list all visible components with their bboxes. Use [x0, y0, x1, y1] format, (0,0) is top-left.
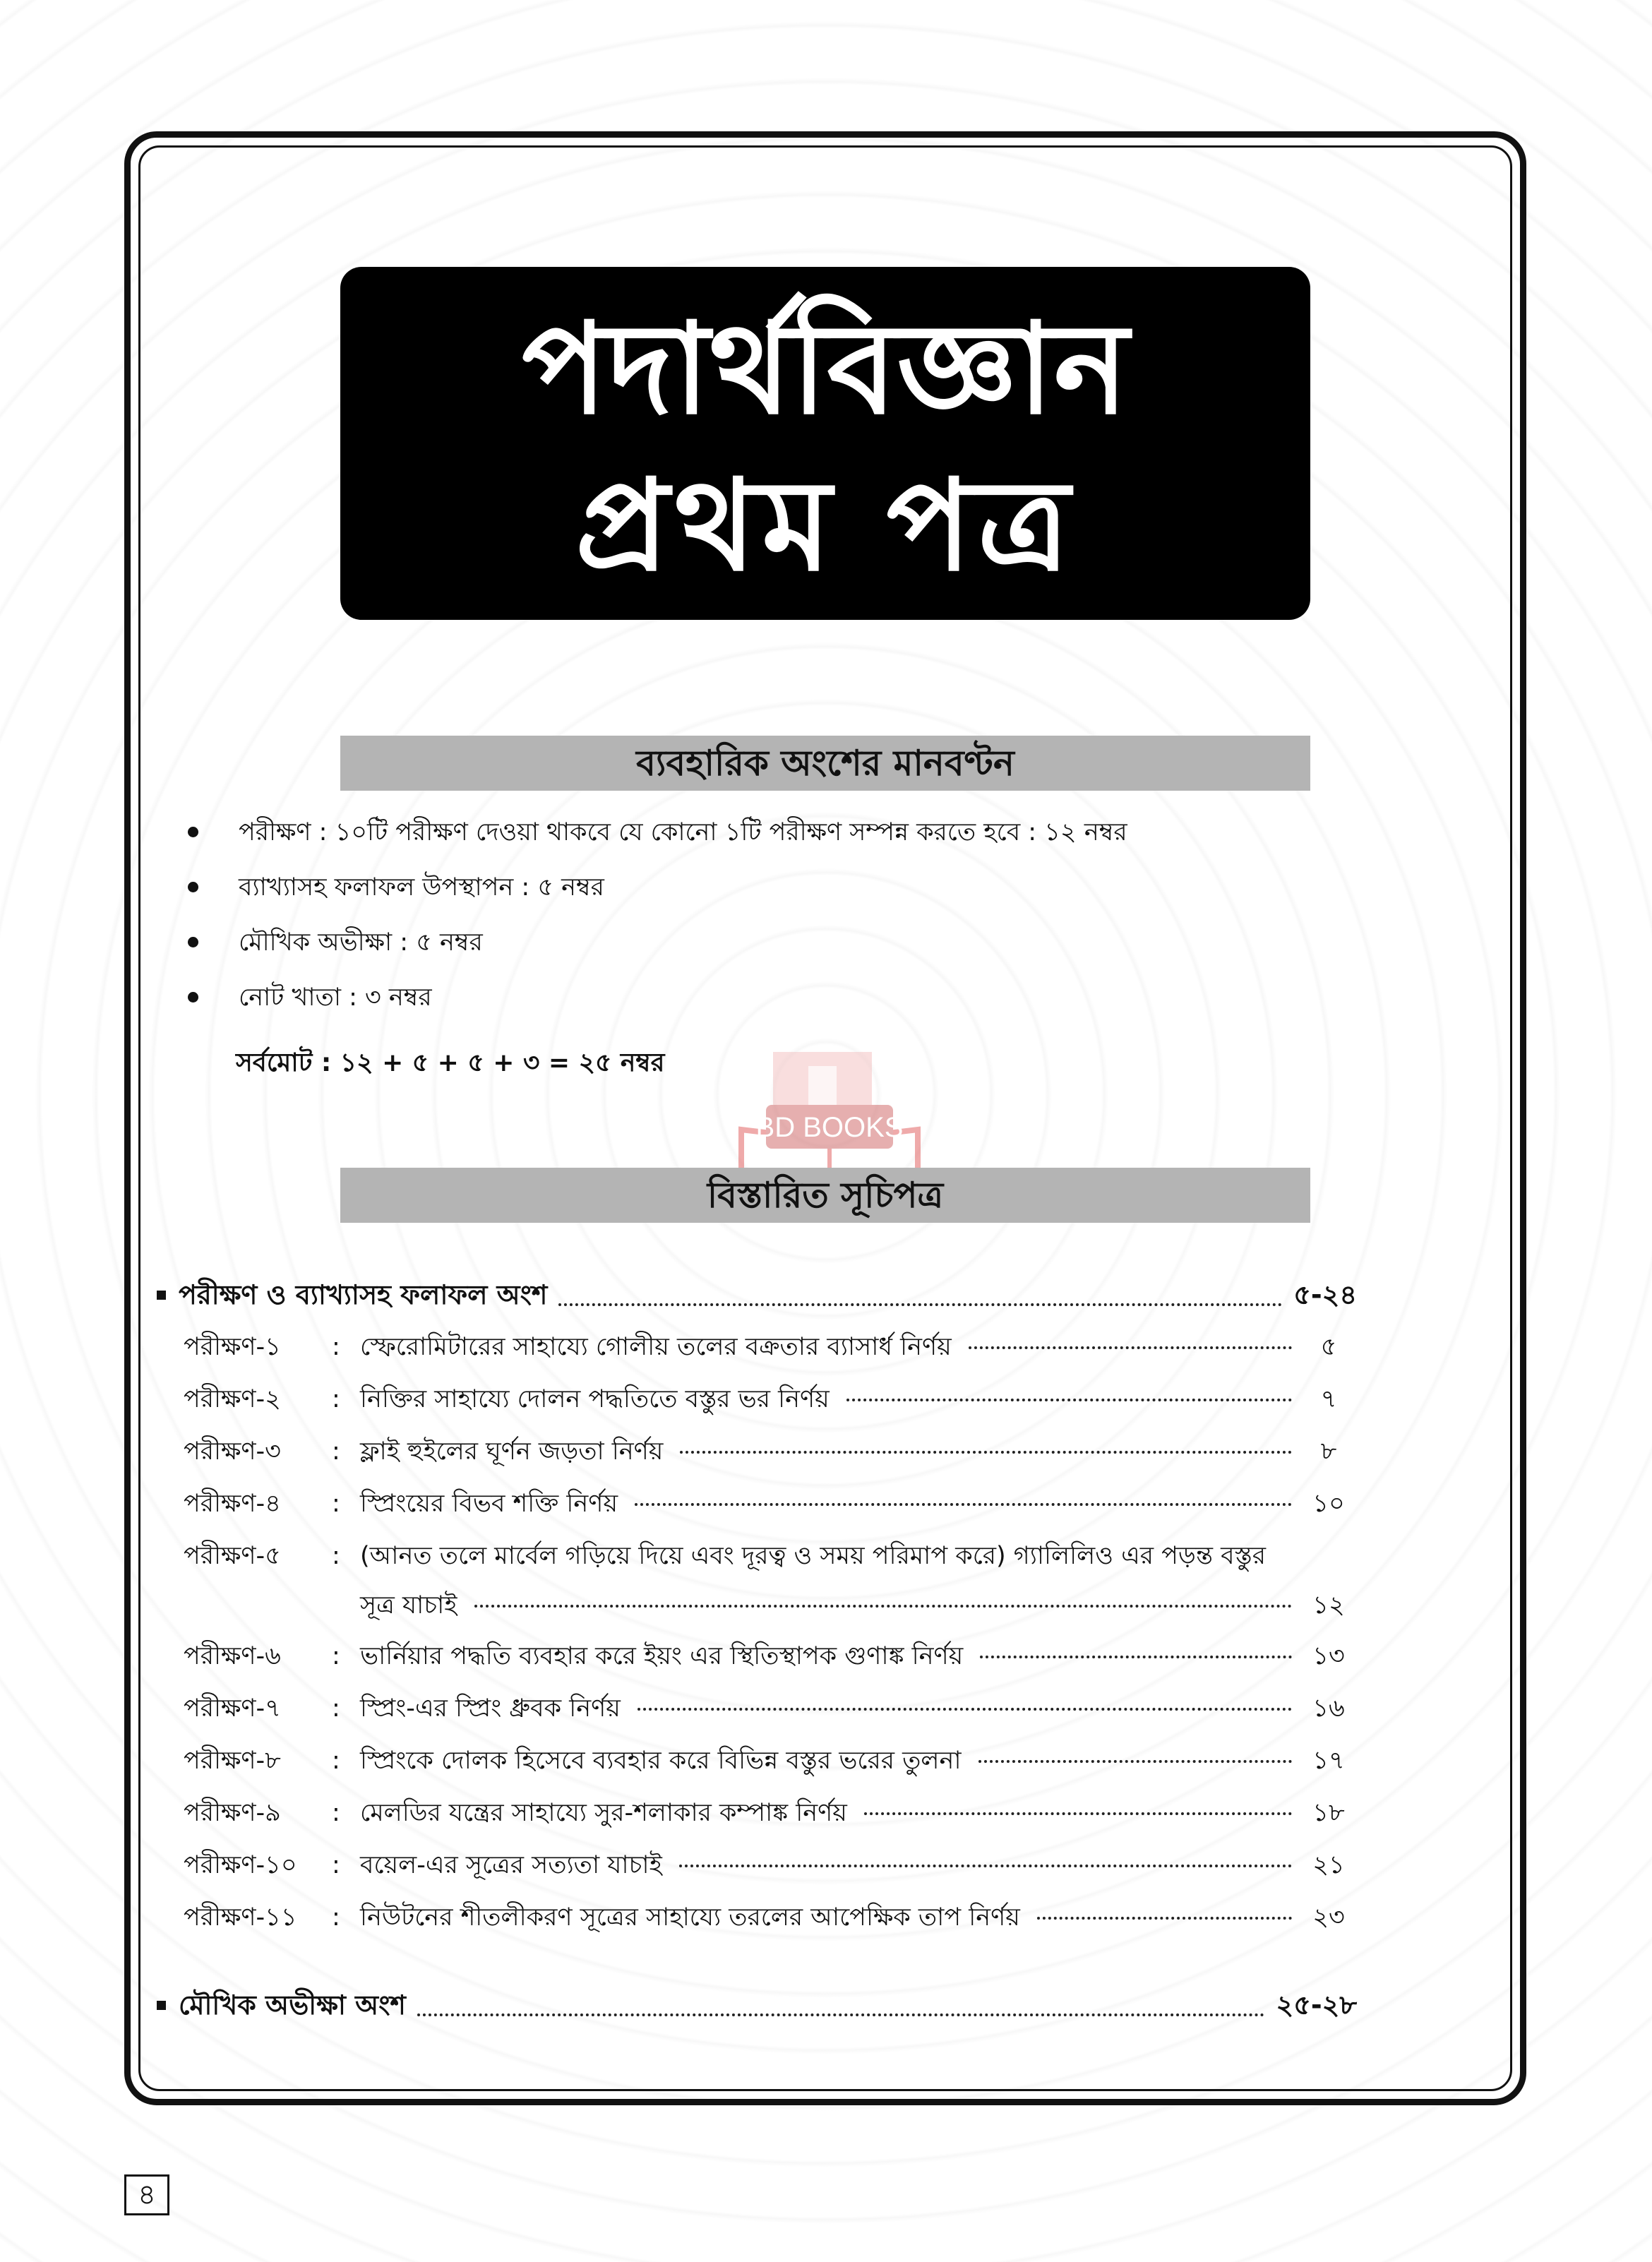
toc-experiment-row: পরীক্ষণ-৫ : (আনত তলে মার্বেল গড়িয়ে দিয়ে এবং দূরত্ব ও সময় পরিমাপ করে) গ্যালিলিও এর পড়ন্ত বস্তুর সূত্র যাচাই ১২ — [184, 1542, 1345, 1620]
dot-leader — [1037, 1917, 1292, 1920]
toc-experiment-row: পরীক্ষণ-২ : নিক্তির সাহায্যে দোলন পদ্ধতিতে বস্তুর ভর নির্ণয় ৭ — [184, 1385, 1337, 1413]
marks-item: নোট খাতা : ৩ নম্বর — [182, 970, 1382, 1025]
marks-total: সর্বমোট : ১২ + ৫ + ৫ + ৩ = ২৫ নম্বর — [236, 1048, 665, 1077]
dot-leader — [864, 1812, 1292, 1815]
marks-item: মৌখিক অভীক্ষা : ৫ নম্বর — [182, 915, 1382, 970]
toc-experiment-row: পরীক্ষণ-৮ : স্প্রিংকে দোলক হিসেবে ব্যবহার করে বিভিন্ন বস্তুর ভরের তুলনা ১৭ — [184, 1747, 1345, 1775]
title-line-2: প্রথম পত্র — [575, 453, 1076, 599]
dot-leader — [846, 1399, 1292, 1401]
square-bullet-icon — [157, 2001, 166, 2010]
toc-part-2: মৌখিক অভীক্ষা অংশ ২৫-২৮ — [157, 1984, 1357, 2026]
marks-section-heading: ব্যবহারিক অংশের মানবণ্টন — [340, 736, 1310, 791]
toc-experiment-row: পরীক্ষণ-১১ : নিউটনের শীতলীকরণ সূত্রের সাহায্যে তরলের আপেক্ষিক তাপ নির্ণয় ২৩ — [184, 1903, 1345, 1932]
dot-leader — [680, 1451, 1292, 1454]
dot-leader — [635, 1503, 1292, 1506]
watermark-text: BD BOOKS — [755, 1112, 904, 1143]
toc-experiment-row: পরীক্ষণ-৪ : স্প্রিংয়ের বিভব শক্তি নির্ণয় ১০ — [184, 1490, 1345, 1518]
marks-item: পরীক্ষণ : ১০টি পরীক্ষণ দেওয়া থাকবে যে কোনো ১টি পরীক্ষণ সম্পন্ন করতে হবে : ১২ নম্বর — [182, 805, 1382, 860]
dot-leader — [679, 1865, 1292, 1867]
dot-leader — [980, 1656, 1292, 1658]
marks-item: ব্যাখ্যাসহ ফলাফল উপস্থাপন : ৫ নম্বর — [182, 860, 1382, 915]
title-line-1: পদার্থবিজ্ঞান — [522, 296, 1129, 442]
marks-list — [182, 805, 1382, 1025]
bullet-icon — [188, 827, 198, 837]
toc-experiment-row: পরীক্ষণ-১ : স্ফেরোমিটারের সাহায্যে গোলীয় তলের বক্রতার ব্যাসার্ধ নির্ণয় ৫ — [184, 1333, 1337, 1361]
toc-experiment-row: পরীক্ষণ-৯ : মেলডির যন্ত্রের সাহায্যে সুর-শলাকার কম্পাঙ্ক নির্ণয় ১৮ — [184, 1799, 1345, 1827]
toc-experiment-row: পরীক্ষণ-৬ : ভার্নিয়ার পদ্ধতি ব্যবহার করে ইয়ং এর স্থিতিস্থাপক গুণাঙ্ক নির্ণয় ১৩ — [184, 1642, 1345, 1670]
toc-experiment-row: পরীক্ষণ-১০ : বয়েল-এর সূত্রের সত্যতা যাচাই ২১ — [184, 1851, 1345, 1879]
square-bullet-icon — [157, 1291, 166, 1300]
dot-leader — [474, 1605, 1292, 1608]
bullet-icon — [188, 937, 198, 947]
toc-experiment-row: পরীক্ষণ-৭ : স্প্রিং-এর স্প্রিং ধ্রুবক নির্ণয় ১৬ — [184, 1694, 1345, 1723]
page-number: ৪ — [124, 2174, 169, 2215]
dot-leader — [558, 1303, 1282, 1306]
dot-leader — [417, 2013, 1265, 2016]
toc-part-1: পরীক্ষণ ও ব্যাখ্যাসহ ফলাফল অংশ ৫-২৪ — [157, 1274, 1357, 1316]
title-banner — [340, 267, 1310, 620]
bullet-icon — [188, 882, 198, 892]
contents-heading: বিস্তারিত সূচিপত্র — [340, 1168, 1310, 1223]
dot-leader — [969, 1346, 1292, 1349]
toc-experiment-row: পরীক্ষণ-৩ : ফ্লাই হুইলের ঘূর্ণন জড়তা নির্ণয় ৮ — [184, 1437, 1337, 1466]
dot-leader — [978, 1760, 1293, 1763]
bullet-icon — [188, 992, 198, 1003]
dot-leader — [638, 1708, 1292, 1711]
